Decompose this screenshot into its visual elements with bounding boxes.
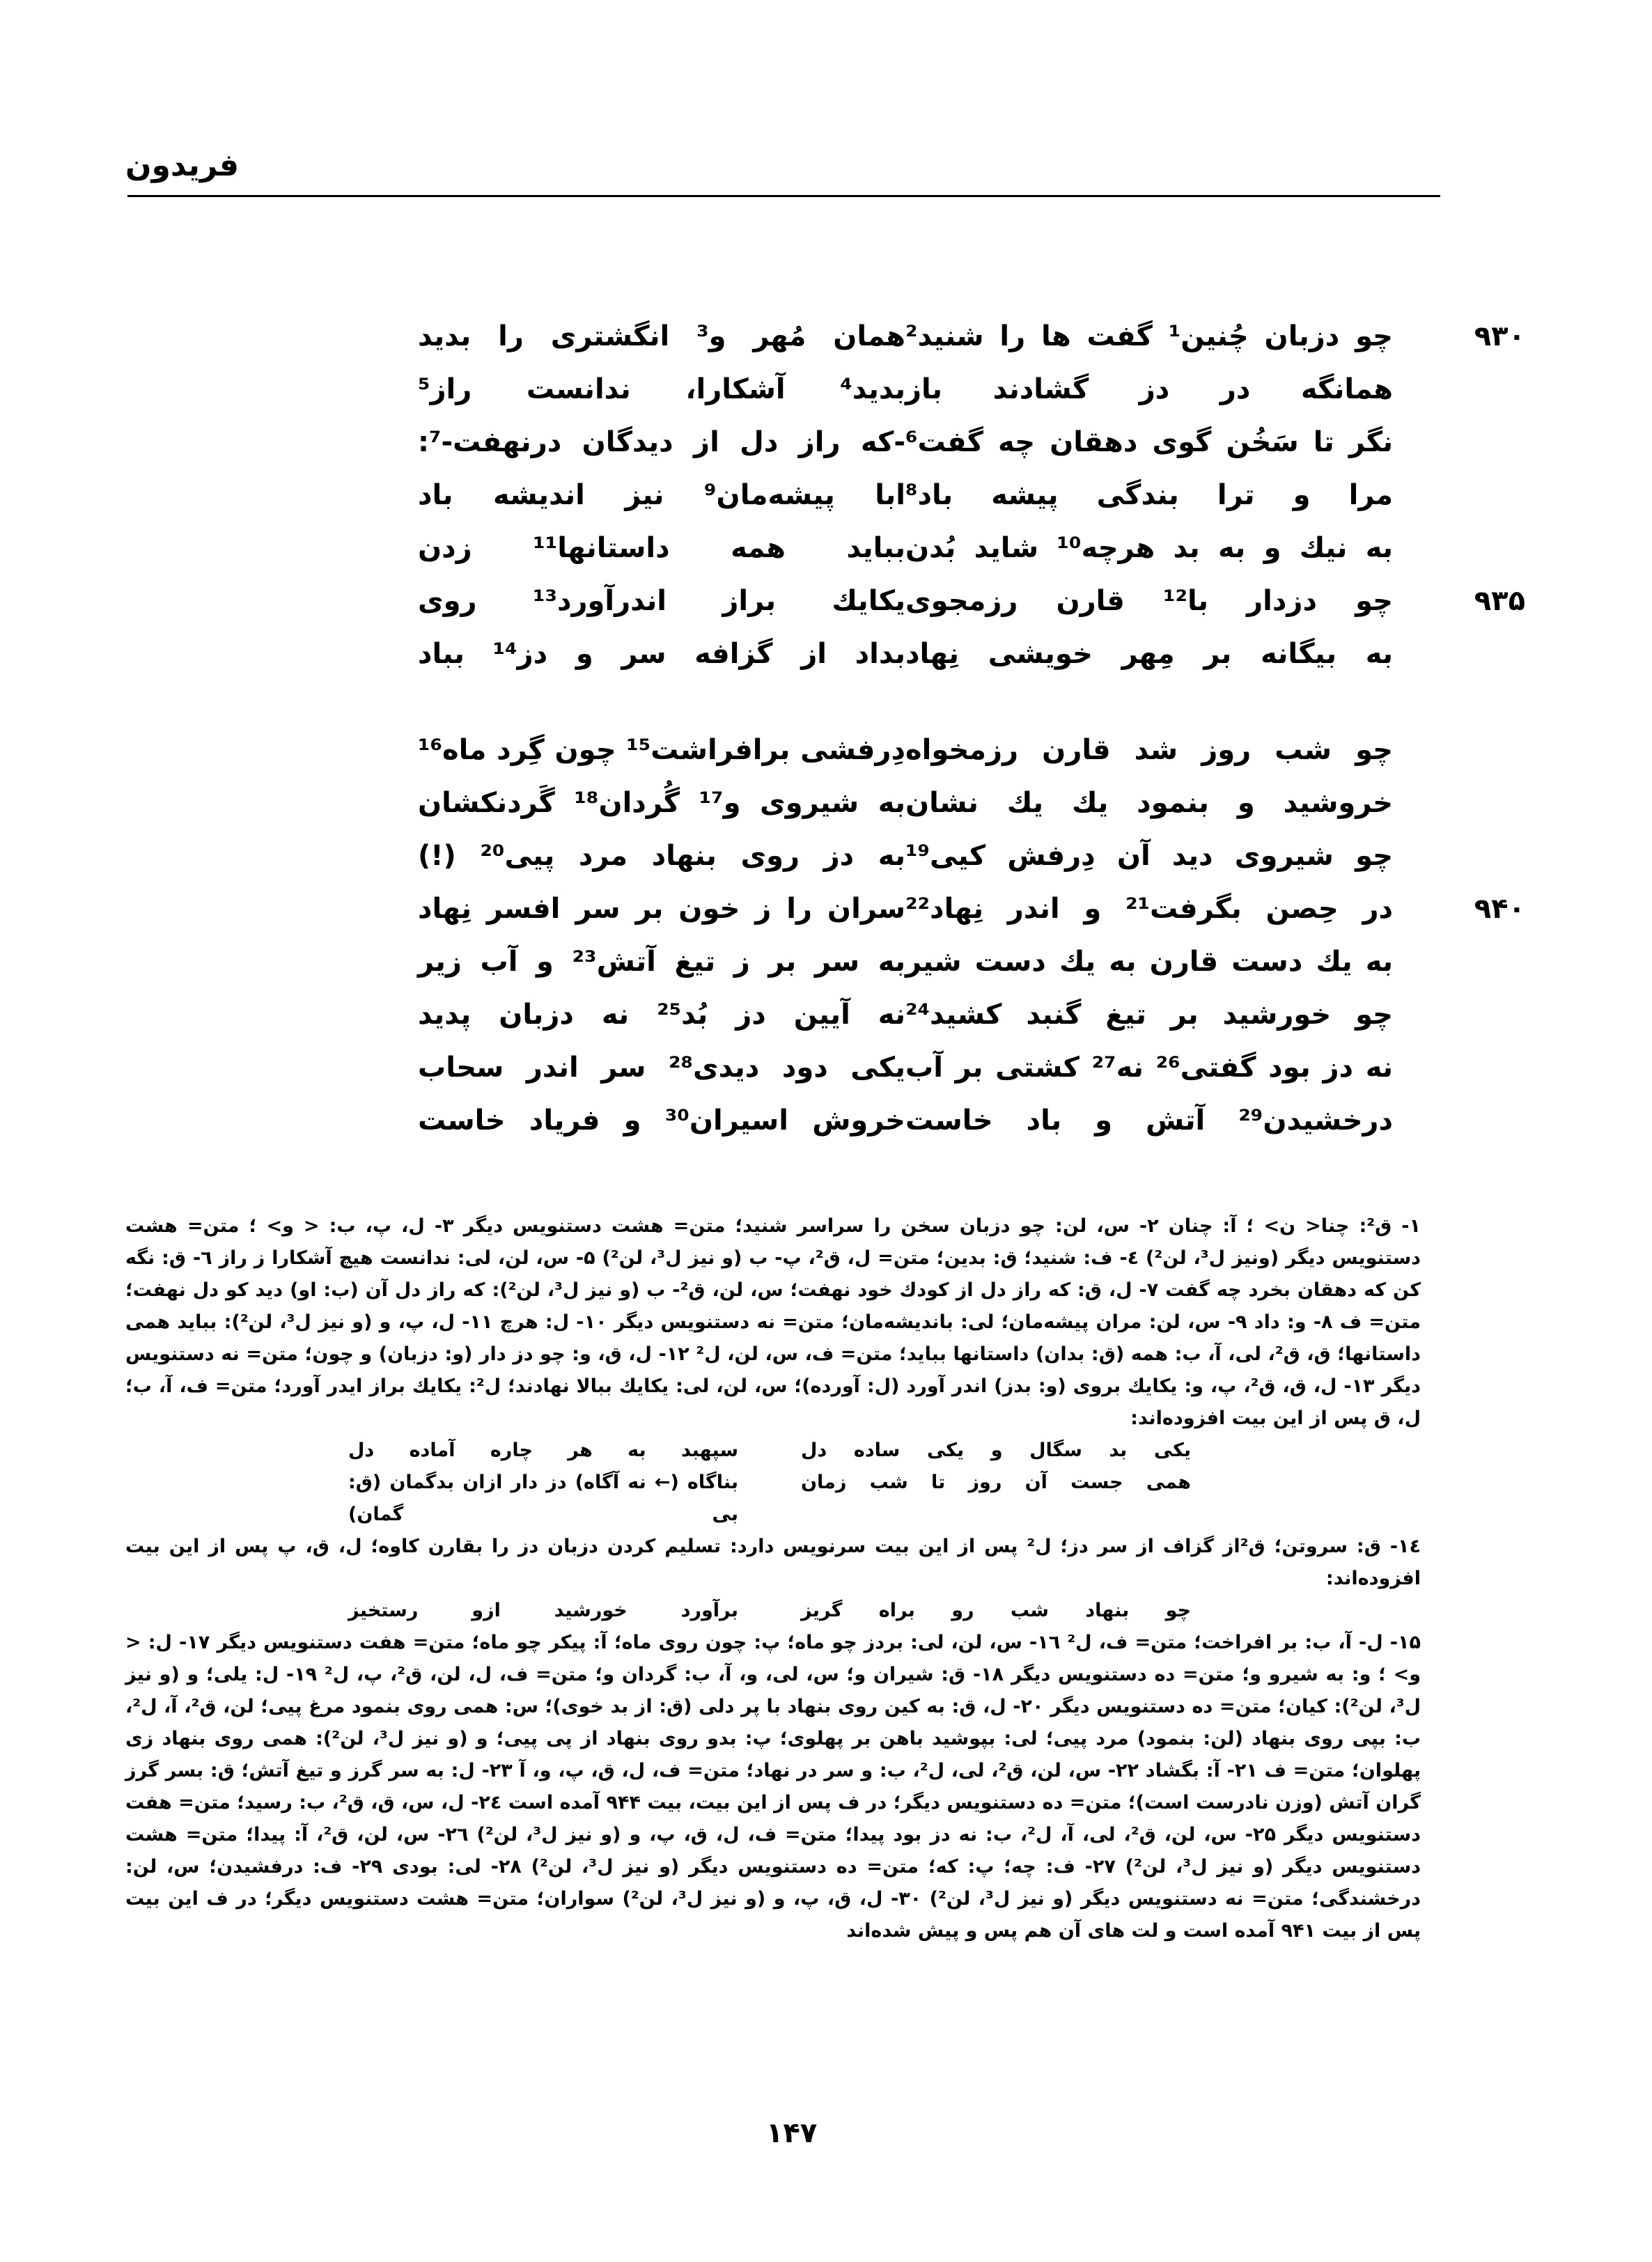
bayt — [209, 724, 1393, 777]
hemistich-second: یکایك براز اندرآورد¹³ روی — [418, 585, 905, 617]
hemistich-second: ابا پیشه‌مان⁹ نیز اندیشه باد — [418, 479, 905, 511]
bayt — [209, 1094, 1393, 1147]
added-hemistich-first: همی جست آن روز تا شب زمان — [801, 1472, 1191, 1493]
hemistich-second: بدید⁴ آشکارا، ندانست راز⁵ — [418, 373, 905, 405]
bayt — [209, 777, 1393, 829]
bayt — [209, 310, 1525, 363]
hemistich-second: به شیروی و¹⁷ گُردان¹⁸ گَردنکشان — [418, 787, 905, 819]
footnote-14: ۱٤- ق: سروتن؛ ق²از گزاف از سر دز؛ ل² پس از این بیت سرنویس دارد: تسلیم کردن دزبان دز را بقارن کاوه؛ ل، ق، پ پس از این بیت افزوده‌اند: — [125, 1536, 1421, 1589]
hemistich-first: مرا و ترا بندگی پیشه باد⁸ — [905, 479, 1393, 511]
added-verse-2 — [125, 1467, 1421, 1531]
added-hemistich-second: سپهبد به هر چاره آماده دل — [348, 1440, 738, 1461]
bayt — [209, 935, 1393, 988]
footnotes-15-to-30: ۱۵- ل- آ، ب: بر افراخت؛ متن= ف، ل² ۱٦- س، لن، لی: بردز چو ماه؛ پ: چون روی ماه؛ آ: پیکر چو ماه؛ متن= هفت دستنویس دیگر ۱۷- ل: < و> ؛ و: به شیرو و؛ متن= ده دستنویس دیگر ۱۸- ق: شیران و؛ س، لی، و، آ، ب: گردان و؛ متن= ف، ل، لن، ق²، پ، ل² ۱۹- ل: یلی؛ و (و نیز ل³، لن²): کیان؛ متن= ده دستنویس دیگر ۲۰- ل، ق: به کین روی بنهاد با پر دلی (ق: از بد خوی)؛ س: همی روی بنمود مرغ پیی؛ لن، ق²، آ، ل²، ب: بپی روی بنهاد (لن: بنمود) مرد پیی؛ لی: بپوشید باهن بر پهلوی؛ پ: بدو روی بنهاد از پی پیی؛ و (و نیز ل³، لن²): همی روی بنهاد زی پهلوان؛ متن= ف ۲۱- آ: بگشاد ۲۲- س، لن، ق²، لی، ل²، ب: و سر در نهاد؛ متن= ف، ل، ق، پ، و، آ ۲۳- ل: به سر گرز و تیغ آتش؛ ق: بسر گرز گران آتش (وزن نادرست است)؛ متن= ده دستنویس دیگر؛ در ف پس از این بیت، بیت ۹۴۴ آمده است ۲٤- ل، س، ق، ق²، ب: رسید؛ متن= هفت دستنویس دیگر ۲۵- س، لن، ق²، لی، آ، ل²، ب: نه دز بود پیدا؛ متن= ف، ل، ق، پ، و (و نیز ل³، لن²) ۲٦- س، لن، ق²، آ: پیدا؛ متن= هشت دستنویس دیگر (و نیز ل³، لن²) ۲۷- ف: چه؛ پ: که؛ متن= ده دستنویس دیگر (و نیز ل³، لن²) ۲۸- لی: بودی ۲۹- ف: درفشیدن؛ س، لن: درخشندگی؛ متن= نه دستنویس دیگر (و نیز ل³، لن²) ۳۰- ل، ق، پ، و (و نیز ل³، لن²) سواران؛ متن= هشت دستنویس دیگر؛ در ف این بیت پس از بیت ۹۴۱ آمده است و لت های آن هم پس و پیش شده‌اند — [125, 1632, 1421, 1942]
added-verse-3 — [125, 1595, 1421, 1627]
hemistich-first: نه دز بود گفتی²⁶ نه²⁷ کشتی بر آب — [905, 1052, 1393, 1084]
hemistich-first: به نیك و به بد هرچه¹⁰ شاید بُدن — [905, 532, 1393, 564]
bayt — [209, 522, 1393, 575]
bayt — [209, 416, 1393, 469]
hemistich-first: چو شب روز شد قارن رزمخواه — [905, 734, 1393, 766]
hemistich-second: به سر بر ز تیغ آتش²³ و آب زیر — [418, 946, 905, 978]
hemistich-second: بباید همه داستانها¹¹ زدن — [418, 532, 905, 564]
running-header-title: فریدون — [125, 148, 240, 183]
hemistich-first: نگر تا سَخُن گوی دهقان چه گفت⁶ — [905, 426, 1393, 458]
hemistich-first: به بیگانه بر مِهر خویشی نِهاد — [905, 638, 1393, 670]
hemistich-first: به یك دست قارن به یك دست شیر — [905, 946, 1393, 978]
hemistich-second: خروش اسیران³⁰ و فریاد خاست — [418, 1105, 905, 1137]
bayt — [209, 882, 1525, 935]
page-number: ۱۴۷ — [766, 2117, 818, 2149]
poem-body — [209, 310, 1525, 1190]
hemistich-second: به دز روی بنهاد مرد پیی²⁰ (!) — [418, 840, 905, 872]
bayt — [209, 627, 1393, 680]
hemistich-first: چو دزبان چُنین¹ گفت ها را شنید² — [905, 320, 1393, 352]
bayt — [209, 829, 1393, 882]
hemistich-first: همانگه در دز گشادند باز — [905, 373, 1393, 405]
bayt — [209, 363, 1393, 416]
hemistich-second: دِرفشی برافراشت¹⁵ چون گِرد ماه¹⁶ — [418, 734, 905, 766]
header-rule — [127, 195, 1440, 197]
stanza-1 — [209, 310, 1525, 680]
hemistich-second: یکی دود دیدی²⁸ سر اندر سحاب — [418, 1052, 905, 1084]
added-hemistich-second: بناگاه (← نه آگاه) دز دار ازان بدگمان (ق: بی گمان) — [348, 1472, 738, 1525]
hemistich-first: چو دزدار با¹² قارن رزمجوی — [905, 585, 1393, 617]
verse-number: ۹۴۰ — [1474, 893, 1525, 925]
hemistich-first: در حِصن بگرفت²¹ و اندر نِهاد²² — [905, 893, 1394, 925]
bayt — [209, 1041, 1393, 1094]
hemistich-first: خروشید و بنمود یك یك نشان — [905, 787, 1393, 819]
bayt — [209, 575, 1525, 627]
footnotes-1-to-13: ۱- ق²: چنا< ن> ؛ آ: چنان ۲- س، لن: چو دزبان سخن را سراسر شنید؛ متن= هشت دستنویس دیگر ۳- ل، پ، ب: < و> ؛ متن= هشت دستنویس دیگر (ونیز ل³، لن²) ٤- ف: شنید؛ ق: بدین؛ متن= ل، ق²، پ- ب (و نیز ل³، لن²) ۵- س، لن، لی: ندانست هیچ آشکارا ز راز ٦- ق: نگه کن که دهقان بخرد چه گفت ۷- ل، ق: که راز دل از کودك خود نهفت؛ س، لن، ق²- ب (و نیز ل³، لن²): که راز دل آن (ب: او) دید کو دل نهفت؛ متن= ف ۸- و: داد ۹- س، لن: مران پیشه‌مان؛ لی: باندیشه‌مان؛ متن= نه دستنویس دیگر ۱۰- ل: هرچ ۱۱- ل، پ، و (و نیز ل³، لن²): بباید همی داستانها؛ ق، ق²، لی، آ، ب: همه (ق: بدان) داستانها بباید؛ متن= ف، س، لن، ل² ۱۲- ل، ق، و: چو دز دار (و: دزبان) و چون؛ متن= نه دستنویس دیگر ۱۳- ل، ق، ق²، پ، و: یکایك بروی (و: بدز) اندر آورد (ل: آورده)؛ س، لن، لی: یکایك ببالا نهادند؛ ل²: یکایك براز ایدر آورد؛ متن= ف، آ، ب؛ ل، ق پس از این بیت افزوده‌اند: — [125, 1215, 1421, 1429]
bayt — [209, 469, 1393, 522]
hemistich-second: بداد از گزافه سر و دز¹⁴ بباد — [418, 638, 905, 670]
added-hemistich-second: برآورد خورشید ازو رستخیز — [348, 1600, 738, 1621]
critical-apparatus-footnotes — [125, 1210, 1421, 1947]
hemistich-first: چو خورشید بر تیغ گنبد کشید²⁴ — [905, 999, 1393, 1031]
bayt — [209, 988, 1393, 1041]
added-verse-1 — [125, 1435, 1421, 1467]
hemistich-second: -که راز دل از دیدگان درنهفت-⁷: — [418, 426, 905, 458]
stanza-2 — [209, 724, 1525, 1147]
hemistich-first: درخشیدن²⁹ آتش و باد خاست — [905, 1105, 1393, 1137]
added-hemistich-first: یکی بد سگال و یکی ساده دل — [801, 1440, 1191, 1461]
verse-number: ۹۳۵ — [1474, 585, 1525, 617]
hemistich-first: چو شیروی دید آن دِرفش کیی¹⁹ — [905, 840, 1393, 872]
hemistich-second: نه آیین دز بُد²⁵ نه دزبان پدید — [418, 999, 905, 1031]
verse-number: ۹۳۰ — [1474, 320, 1525, 352]
added-hemistich-first: چو بنهاد شب رو براه گریز — [801, 1600, 1191, 1621]
hemistich-second: همان مُهر و³ انگشتری را بدید — [418, 320, 905, 352]
hemistich-second: سران را ز خون بر سر افسر نِهاد — [418, 893, 905, 925]
